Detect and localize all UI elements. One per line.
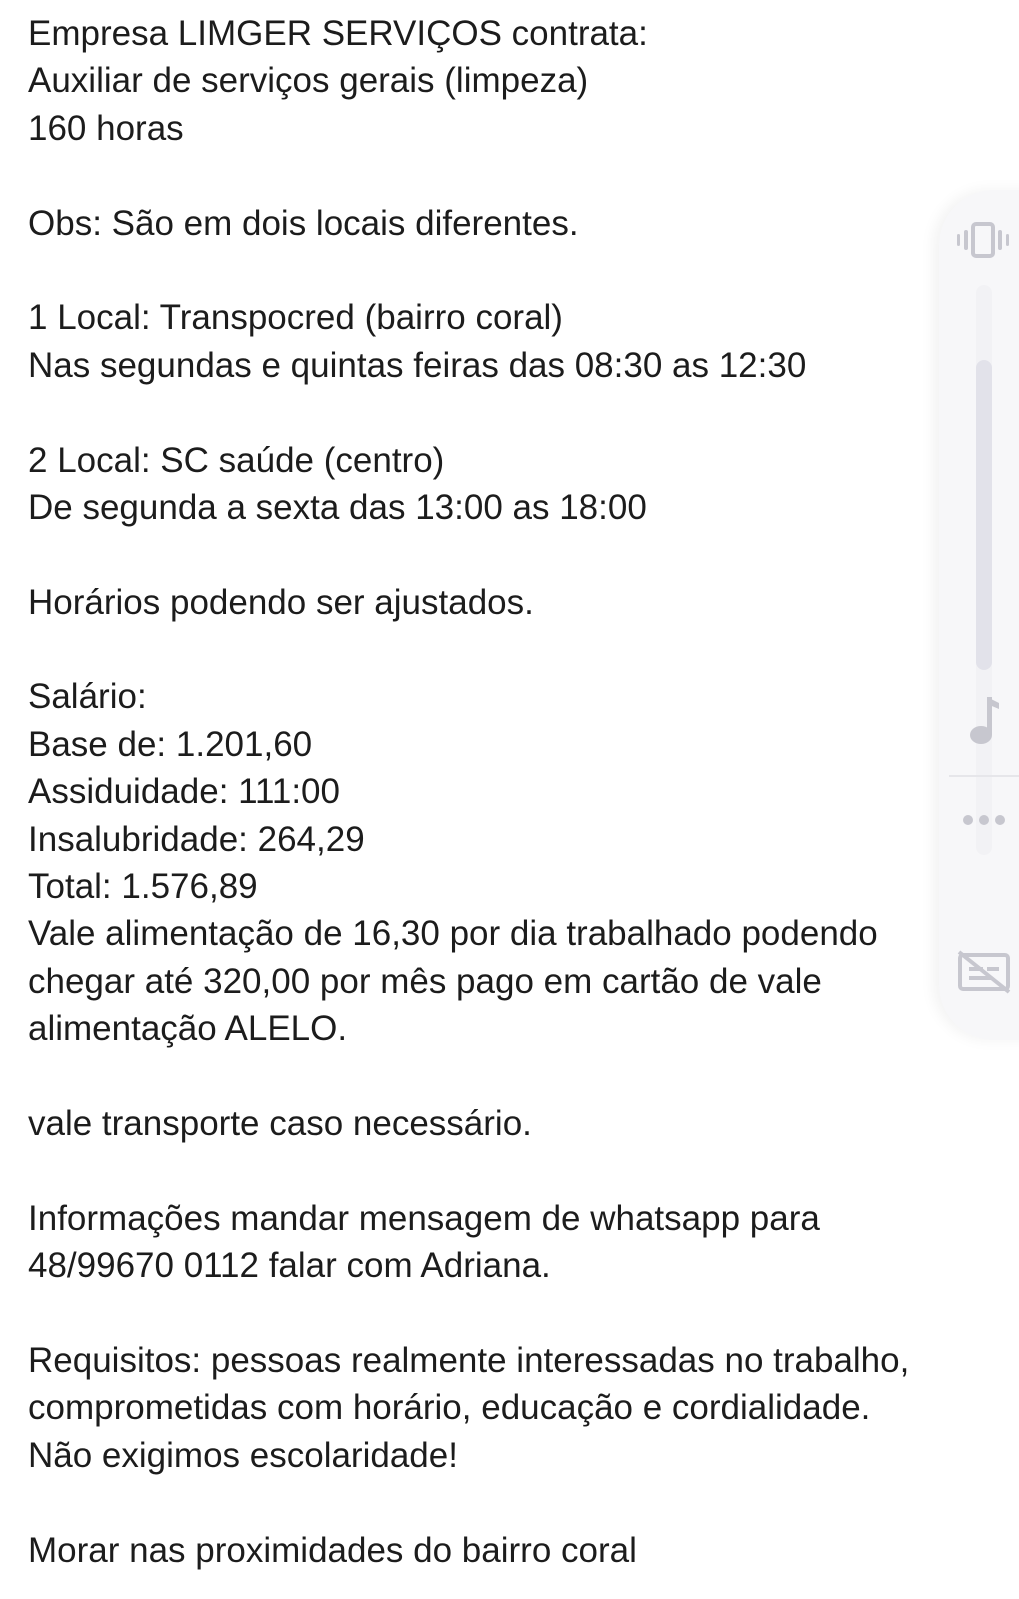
blank-line bbox=[28, 531, 988, 578]
message-line: 2 Local: SC saúde (centro) bbox=[28, 440, 445, 480]
message-line: Vale alimentação de 16,30 por dia trabalhado podendo bbox=[28, 914, 878, 954]
blank-line bbox=[28, 389, 988, 436]
message-line: 1 Local: Transpocred (bairro coral) bbox=[28, 298, 563, 338]
message-line: vale transporte caso necessário. bbox=[28, 1103, 532, 1143]
message-line: Salário: bbox=[28, 677, 147, 717]
volume-slider-handle[interactable] bbox=[976, 360, 992, 670]
panel-divider bbox=[949, 775, 1019, 777]
message-line: De segunda a sexta das 13:00 as 18:00 bbox=[28, 487, 647, 527]
message-line: chegar até 320,00 por mês pago em cartão de vale bbox=[28, 961, 822, 1001]
message-line: Obs: São em dois locais diferentes. bbox=[28, 203, 579, 243]
message-line: comprometidas com horário, educação e cordialidade. bbox=[28, 1388, 871, 1428]
message-text bbox=[28, 10, 988, 1574]
caption-off-icon[interactable] bbox=[957, 950, 1011, 994]
message-line: Base de: 1.201,60 bbox=[28, 724, 313, 764]
message-line: alimentação ALELO. bbox=[28, 1009, 348, 1049]
message-line: Auxiliar de serviços gerais (limpeza) bbox=[28, 61, 589, 101]
blank-line bbox=[28, 247, 988, 294]
blank-line bbox=[28, 1147, 988, 1194]
message-line: Total: 1.576,89 bbox=[28, 867, 258, 907]
blank-line bbox=[28, 152, 988, 199]
message-line: Horários podendo ser ajustados. bbox=[28, 582, 534, 622]
floating-side-panel bbox=[919, 190, 1019, 1050]
message-line: Assiduidade: 111:00 bbox=[28, 772, 340, 812]
blank-line bbox=[28, 1053, 988, 1100]
message-line: 48/99670 0112 falar com Adriana. bbox=[28, 1246, 551, 1286]
message-line: Morar nas proximidades do bairro coral bbox=[28, 1530, 637, 1570]
blank-line bbox=[28, 1290, 988, 1337]
message-line: Não exigimos escolaridade! bbox=[28, 1435, 458, 1475]
music-note-icon[interactable] bbox=[965, 695, 1003, 747]
message-line: Requisitos: pessoas realmente interessadas no trabalho, bbox=[28, 1340, 910, 1380]
blank-line bbox=[28, 626, 988, 673]
message-line: Empresa LIMGER SERVIÇOS contrata: bbox=[28, 14, 648, 53]
message-line: Insalubridade: 264,29 bbox=[28, 819, 365, 859]
message-line: Informações mandar mensagem de whatsapp para bbox=[28, 1198, 820, 1238]
blank-line bbox=[28, 1479, 988, 1526]
message-line: Nas segundas e quintas feiras das 08:30 as 12:30 bbox=[28, 345, 807, 385]
message-line: 160 horas bbox=[28, 108, 184, 148]
more-icon[interactable] bbox=[961, 812, 1007, 828]
vibration-icon[interactable] bbox=[955, 220, 1011, 260]
